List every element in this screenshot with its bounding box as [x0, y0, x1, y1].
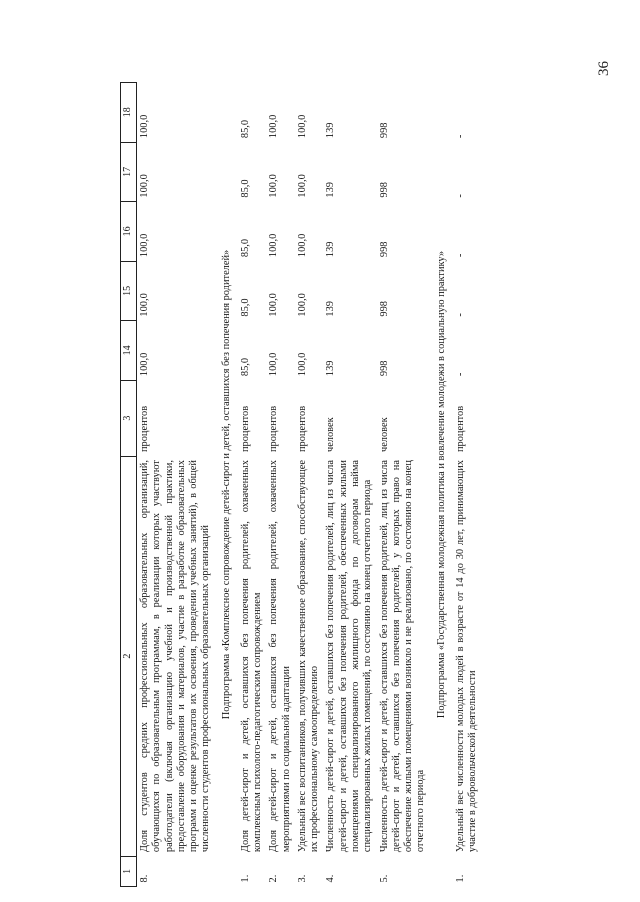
- rotated-table-container: [120, 82, 590, 887]
- row-value: 100,0: [268, 233, 280, 258]
- col-header: 14: [121, 321, 137, 381]
- row-value: 100,0: [139, 174, 150, 198]
- section-heading: Подпрограмма «Комплексное сопровождение детей-сирот и детей, оставшихся без попечения родителей»: [220, 249, 232, 720]
- row-value: 100,0: [139, 352, 150, 377]
- row-value: 998: [378, 241, 390, 258]
- row-value: 100,0: [268, 293, 280, 317]
- row-value: 100,0: [296, 174, 308, 198]
- col-header: 18: [121, 83, 137, 143]
- row-value: 100,0: [296, 114, 308, 139]
- row-value: 998: [378, 122, 390, 139]
- section-heading: Подпрограмма «Государственная молодежная политика и вовлечение молодежи в социальную практику»: [435, 250, 447, 719]
- row-value: 100,0: [296, 233, 308, 258]
- indicators-table: [120, 82, 481, 887]
- row-value: -: [454, 134, 466, 139]
- section-heading-row: [430, 83, 453, 887]
- section-heading-row: [215, 83, 238, 887]
- row-unit: процентов: [454, 405, 466, 453]
- row-description: Доля студентов средних профессиональных образовательных организаций, обучающихся по образовательным программам, в реализации которых участвуют работодатели (включая организацию учебной и производственной практики, предоставление оборудования и материалов, участие в разработке образовательных программ и оценке результатов их освоения, проведении учебных занятий), в общей численности студентов профессиональных образовательных организаций: [139, 460, 212, 853]
- row-number: 2.: [268, 874, 280, 883]
- row-value: 139: [325, 241, 337, 258]
- row-value: 85,0: [239, 298, 251, 317]
- row-unit: человек: [378, 417, 390, 453]
- row-value: 100,0: [268, 114, 280, 139]
- row-value: 85,0: [239, 238, 251, 258]
- row-description: Доля детей-сирот и детей, оставшихся без попечения родителей, охваченных комплексным психолого-педагогическим сопровождением: [239, 460, 264, 853]
- row-value: 139: [325, 122, 337, 139]
- column-header-row: [121, 83, 137, 887]
- row-unit: процентов: [268, 405, 280, 453]
- row-value: 100,0: [139, 114, 150, 139]
- row-value: 139: [325, 181, 337, 198]
- row-value: 100,0: [268, 352, 280, 377]
- table-row: [137, 83, 215, 887]
- row-value: 998: [378, 181, 390, 198]
- row-unit: процентов: [139, 405, 150, 453]
- row-unit: процентов: [239, 405, 251, 453]
- row-value: 100,0: [268, 174, 280, 198]
- row-value: 85,0: [239, 179, 251, 198]
- table-row: [295, 83, 324, 887]
- table-row: [323, 83, 376, 887]
- row-value: -: [454, 313, 466, 317]
- row-value: -: [454, 194, 466, 198]
- table-row: [453, 83, 482, 887]
- table-row: [377, 83, 430, 887]
- row-unit: человек: [325, 417, 337, 453]
- row-unit: процентов: [296, 405, 308, 453]
- row-number: 5.: [378, 874, 390, 883]
- row-description: Удельный вес воспитанников, получивших качественное образование, способствующее их профессиональному самоопределению: [296, 460, 321, 853]
- row-value: -: [454, 253, 466, 258]
- table-row: [238, 83, 267, 887]
- col-header: 17: [121, 142, 137, 202]
- row-number: 3.: [296, 874, 308, 883]
- col-header: 1: [121, 856, 137, 886]
- row-description: Удельный вес численности молодых людей в возрасте от 14 до 30 лет, принимающих участие в добровольческой деятельности: [454, 460, 479, 853]
- row-value: 100,0: [296, 293, 308, 317]
- row-value: 100,0: [296, 352, 308, 377]
- col-header: 15: [121, 261, 137, 321]
- col-header: 2: [121, 456, 137, 856]
- row-description: Численность детей-сирот и детей, оставшихся без попечения родителей, лиц из числа детей-сирот и детей, оставшихся без попечения родителей, у которых право на обеспечение жилыми помещениями возникло и не реализовано, по состоянию на конец отчетного периода: [378, 460, 427, 853]
- col-header: 3: [121, 380, 137, 456]
- row-value: 139: [325, 360, 337, 377]
- col-header: 16: [121, 202, 137, 262]
- row-value: 998: [378, 300, 390, 317]
- page-number: 36: [596, 61, 612, 76]
- row-description: Доля детей-сирот и детей, оставшихся без попечения родителей, охваченных мероприятиями по социальной адаптации: [268, 460, 292, 853]
- row-number: 4.: [325, 874, 337, 883]
- row-number: 1.: [454, 874, 466, 883]
- row-value: 139: [325, 300, 337, 317]
- row-number: 8.: [139, 874, 150, 883]
- row-value: -: [454, 372, 466, 377]
- row-value: 85,0: [239, 119, 251, 139]
- row-number: 1.: [239, 874, 251, 883]
- row-value: 100,0: [139, 293, 150, 317]
- row-description: Численность детей-сирот и детей, оставшихся без попечения родителей, лиц из числа детей-сирот и детей, оставшихся без попечения родителей, обеспеченных жилыми помещениями специализированного жилищного фонда по договорам найма специализированных жилых помещений, по состоянию на конец отчетного периода: [325, 460, 374, 853]
- row-value: 998: [378, 360, 390, 377]
- row-value: 100,0: [139, 233, 150, 258]
- row-value: 85,0: [239, 357, 251, 377]
- table-row: [266, 83, 295, 887]
